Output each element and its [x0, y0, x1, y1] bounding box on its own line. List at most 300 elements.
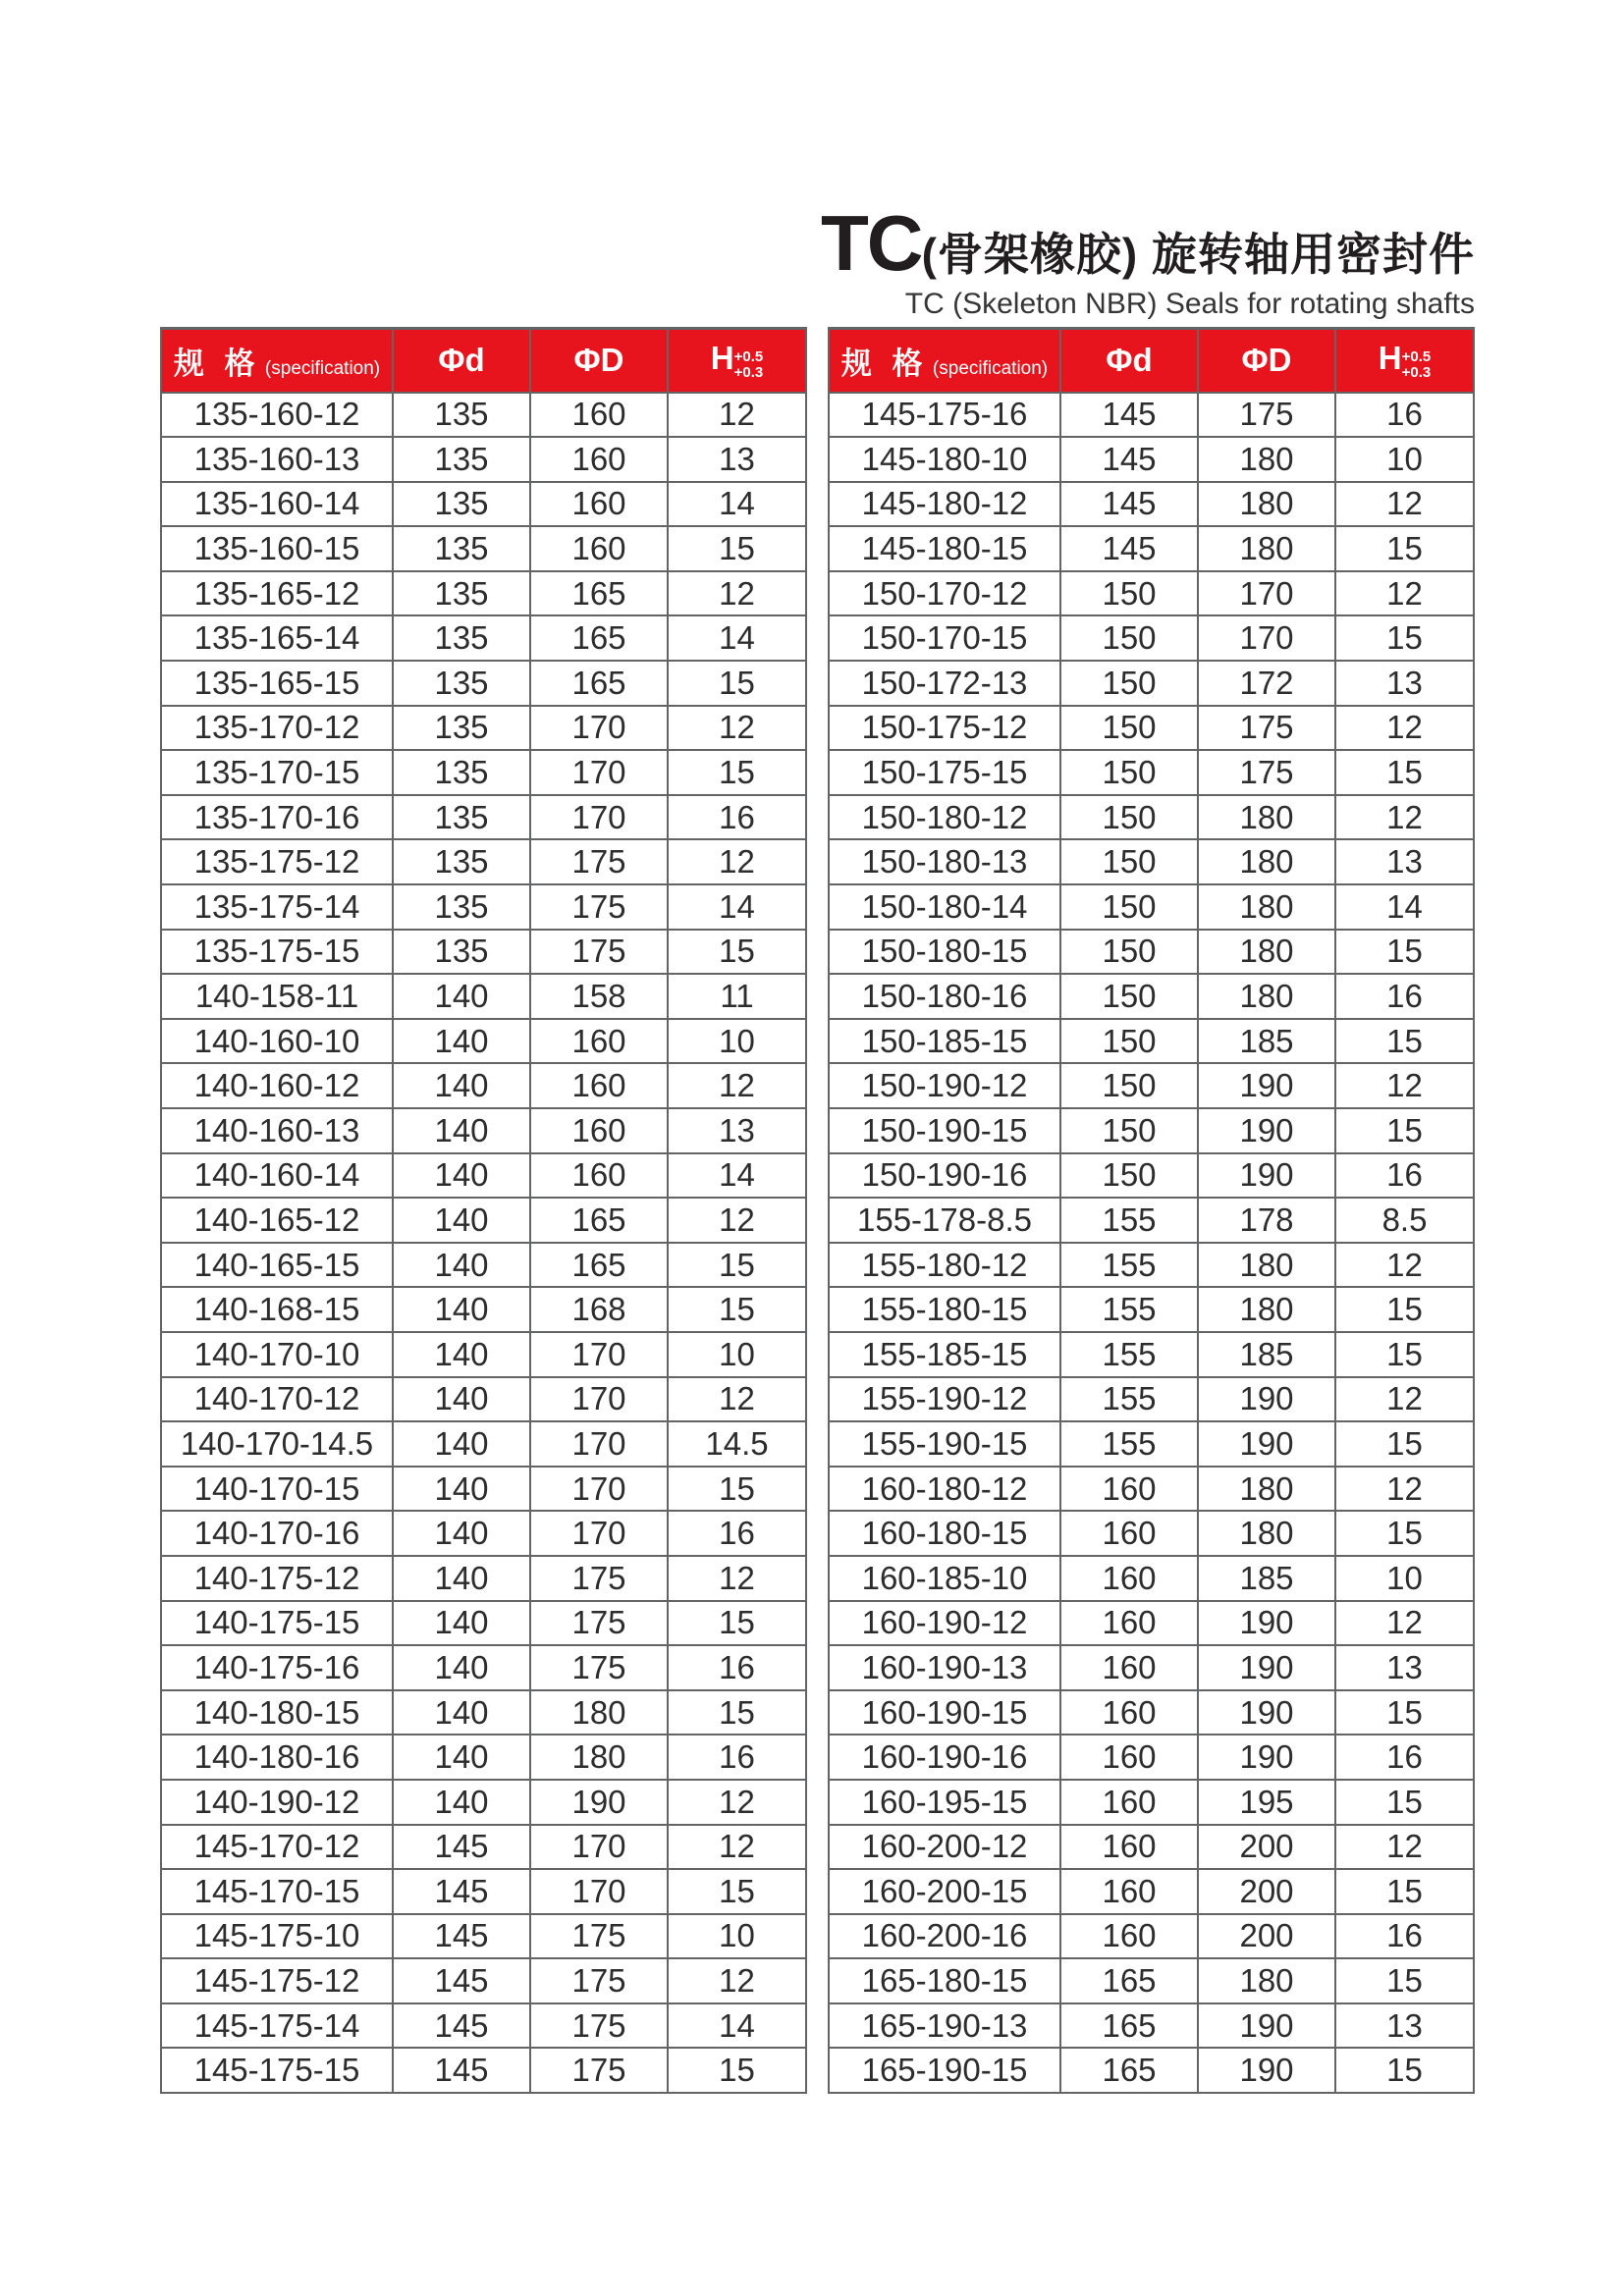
table-row: [829, 750, 1474, 795]
spec-cell: 140-158-11: [161, 974, 393, 1019]
h-cell: 12: [668, 571, 806, 616]
phi-D-cell: 180: [530, 1735, 668, 1780]
phi-D-cell: 158: [530, 974, 668, 1019]
phi-D-column-header: ΦD: [530, 329, 668, 393]
spec-cell: 140-175-12: [161, 1556, 393, 1601]
spec-cell: 155-185-15: [829, 1332, 1060, 1377]
phi-d-cell: 145: [393, 2048, 530, 2093]
phi-D-cell: 170: [530, 1511, 668, 1556]
h-cell: 13: [668, 437, 806, 482]
table-row: [829, 1153, 1474, 1199]
phi-d-cell: 135: [393, 661, 530, 706]
phi-d-cell: 160: [1060, 1690, 1198, 1735]
phi-d-cell: 145: [393, 1825, 530, 1870]
spec-column-header: [161, 329, 393, 393]
phi-D-cell: 175: [530, 1601, 668, 1646]
h-tolerance-lower: +0.3: [1401, 364, 1432, 382]
phi-d-cell: 135: [393, 482, 530, 527]
spec-cell: 150-190-15: [829, 1108, 1060, 1153]
h-cell: 15: [668, 1869, 806, 1914]
spec-cell: 140-170-12: [161, 1377, 393, 1422]
spec-cell: 140-175-16: [161, 1645, 393, 1690]
phi-D-cell: 160: [530, 437, 668, 482]
table-row: [829, 2003, 1474, 2049]
phi-d-cell: 145: [393, 2003, 530, 2049]
h-cell: 16: [668, 1511, 806, 1556]
h-tolerance-stack: [734, 349, 764, 382]
spec-cell: 160-190-16: [829, 1735, 1060, 1780]
spec-cell: 145-180-10: [829, 437, 1060, 482]
phi-D-cell: 180: [1198, 526, 1335, 571]
phi-D-cell: 190: [1198, 1645, 1335, 1690]
table-row: [161, 795, 806, 840]
phi-D-cell: 168: [530, 1287, 668, 1332]
phi-D-cell: 200: [1198, 1869, 1335, 1914]
phi-d-cell: 135: [393, 884, 530, 930]
spec-cell: 145-175-16: [829, 393, 1060, 438]
phi-d-cell: 135: [393, 615, 530, 661]
table-row: [829, 706, 1474, 751]
spec-cell: 145-175-12: [161, 1958, 393, 2003]
spec-cell: 160-200-16: [829, 1914, 1060, 1959]
h-cell: 15: [668, 661, 806, 706]
h-cell: 15: [668, 1690, 806, 1735]
h-cell: 15: [1335, 526, 1474, 571]
h-cell: 13: [1335, 2003, 1474, 2049]
phi-D-cell: 160: [530, 1153, 668, 1199]
spec-cell: 150-180-14: [829, 884, 1060, 930]
table-row: [161, 615, 806, 661]
spec-cell: 155-180-12: [829, 1243, 1060, 1288]
table-row: [161, 1690, 806, 1735]
phi-D-cell: 170: [530, 706, 668, 751]
h-cell: 13: [668, 1108, 806, 1153]
phi-D-cell: 165: [530, 615, 668, 661]
phi-d-cell: 140: [393, 1511, 530, 1556]
phi-d-cell: 150: [1060, 930, 1198, 975]
h-cell: 16: [1335, 1153, 1474, 1199]
phi-d-cell: 135: [393, 795, 530, 840]
spec-header-zh: 规 格: [173, 346, 261, 381]
spec-cell: 135-165-12: [161, 571, 393, 616]
spec-cell: 140-165-15: [161, 1243, 393, 1288]
phi-d-cell: 135: [393, 930, 530, 975]
h-cell: 12: [668, 1825, 806, 1870]
table-row: [829, 1108, 1474, 1153]
phi-d-cell: 140: [393, 1735, 530, 1780]
spec-cell: 135-175-12: [161, 839, 393, 884]
phi-D-cell: 175: [1198, 393, 1335, 438]
h-column-header: [1335, 329, 1474, 393]
phi-d-cell: 140: [393, 1377, 530, 1422]
spec-cell: 145-170-15: [161, 1869, 393, 1914]
table-row: [161, 1243, 806, 1288]
spec-cell: 150-180-12: [829, 795, 1060, 840]
h-cell: 15: [668, 1287, 806, 1332]
table-row: [829, 1690, 1474, 1735]
table-row: [829, 1467, 1474, 1512]
phi-D-cell: 165: [530, 661, 668, 706]
phi-D-cell: 170: [530, 1467, 668, 1512]
h-cell: 15: [1335, 930, 1474, 975]
h-cell: 14: [668, 482, 806, 527]
phi-d-cell: 135: [393, 571, 530, 616]
phi-d-cell: 140: [393, 1332, 530, 1377]
phi-d-cell: 160: [1060, 1556, 1198, 1601]
phi-D-cell: 190: [1198, 1377, 1335, 1422]
table-row: [161, 1511, 806, 1556]
phi-D-cell: 175: [530, 1958, 668, 2003]
table-row: [161, 1914, 806, 1959]
table-row: [829, 1511, 1474, 1556]
h-cell: 15: [668, 2048, 806, 2093]
table-row: [161, 1556, 806, 1601]
spec-cell: 140-180-15: [161, 1690, 393, 1735]
spec-cell: 140-170-14.5: [161, 1421, 393, 1467]
phi-d-cell: 140: [393, 1243, 530, 1288]
table-row: [161, 1958, 806, 2003]
phi-D-cell: 200: [1198, 1825, 1335, 1870]
phi-d-cell: 160: [1060, 1735, 1198, 1780]
phi-d-cell: 145: [393, 1958, 530, 2003]
phi-d-cell: 145: [1060, 526, 1198, 571]
phi-D-cell: 180: [1198, 1467, 1335, 1512]
table-row: [829, 795, 1474, 840]
phi-D-cell: 180: [1198, 839, 1335, 884]
h-cell: 13: [1335, 1645, 1474, 1690]
phi-D-cell: 180: [1198, 437, 1335, 482]
spec-cell: 140-170-15: [161, 1467, 393, 1512]
phi-d-cell: 140: [393, 1467, 530, 1512]
spec-cell: 135-165-15: [161, 661, 393, 706]
spec-cell: 135-175-14: [161, 884, 393, 930]
spec-cell: 145-180-12: [829, 482, 1060, 527]
table-row: [161, 1421, 806, 1467]
table-row: [161, 1735, 806, 1780]
spec-cell: 160-180-12: [829, 1467, 1060, 1512]
table-row: [829, 1019, 1474, 1064]
spec-cell: 140-168-15: [161, 1287, 393, 1332]
phi-D-cell: 180: [1198, 1958, 1335, 2003]
phi-d-cell: 160: [1060, 1825, 1198, 1870]
h-cell: 12: [1335, 1467, 1474, 1512]
table-row: [829, 526, 1474, 571]
phi-D-cell: 180: [1198, 930, 1335, 975]
table-row: [161, 1780, 806, 1825]
phi-D-cell: 170: [530, 1421, 668, 1467]
phi-D-cell: 175: [530, 2003, 668, 2049]
table-row: [161, 1377, 806, 1422]
h-header-label: H: [710, 339, 734, 376]
phi-D-column-header: ΦD: [1198, 329, 1335, 393]
h-cell: 10: [1335, 437, 1474, 482]
phi-D-cell: 160: [530, 1019, 668, 1064]
h-column-header: [668, 329, 806, 393]
phi-D-cell: 175: [530, 2048, 668, 2093]
h-cell: 10: [668, 1914, 806, 1959]
phi-D-cell: 200: [1198, 1914, 1335, 1959]
h-cell: 15: [1335, 1287, 1474, 1332]
spec-cell: 165-190-13: [829, 2003, 1060, 2049]
spec-cell: 160-180-15: [829, 1511, 1060, 1556]
spec-cell: 135-165-14: [161, 615, 393, 661]
phi-D-cell: 170: [530, 1332, 668, 1377]
table-row: [829, 1825, 1474, 1870]
h-cell: 15: [1335, 1511, 1474, 1556]
h-cell: 14: [1335, 884, 1474, 930]
phi-d-cell: 160: [1060, 1601, 1198, 1646]
table-row: [161, 884, 806, 930]
header-row: [161, 329, 806, 393]
spec-cell: 150-180-13: [829, 839, 1060, 884]
phi-D-cell: 170: [530, 1825, 668, 1870]
spec-cell: 160-200-15: [829, 1869, 1060, 1914]
table-row: [161, 1467, 806, 1512]
table-row: [829, 482, 1474, 527]
spec-cell: 145-170-12: [161, 1825, 393, 1870]
page-subtitle: TC (Skeleton NBR) Seals for rotating shafts: [904, 288, 1475, 320]
spec-cell: 150-172-13: [829, 661, 1060, 706]
title-tc-text: TC: [820, 199, 922, 287]
spec-cell: 140-160-10: [161, 1019, 393, 1064]
spec-tables-container: [160, 327, 1475, 2094]
phi-d-cell: 135: [393, 437, 530, 482]
spec-cell: 135-160-12: [161, 393, 393, 438]
phi-D-cell: 170: [530, 1377, 668, 1422]
table-row: [161, 482, 806, 527]
table-row: [829, 1556, 1474, 1601]
h-cell: 15: [668, 930, 806, 975]
h-tolerance-stack: [1402, 349, 1432, 382]
table-row: [161, 2048, 806, 2093]
h-cell: 12: [1335, 706, 1474, 751]
left-table-header: [161, 329, 806, 393]
phi-d-cell: 160: [1060, 1869, 1198, 1914]
table-row: [829, 661, 1474, 706]
phi-d-cell: 150: [1060, 1063, 1198, 1108]
phi-d-cell: 165: [1060, 1958, 1198, 2003]
table-row: [161, 1287, 806, 1332]
phi-D-cell: 160: [530, 393, 668, 438]
phi-d-cell: 155: [1060, 1377, 1198, 1422]
header-row: [829, 329, 1474, 393]
spec-column-header: [829, 329, 1060, 393]
h-cell: 16: [1335, 393, 1474, 438]
h-cell: 14: [668, 615, 806, 661]
phi-D-cell: 175: [530, 930, 668, 975]
spec-header-en: (specification): [932, 357, 1049, 379]
left-table-body: [161, 393, 806, 2094]
spec-cell: 150-190-12: [829, 1063, 1060, 1108]
table-row: [829, 615, 1474, 661]
phi-D-cell: 165: [530, 1243, 668, 1288]
phi-D-cell: 180: [1198, 1243, 1335, 1288]
h-cell: 15: [1335, 750, 1474, 795]
phi-D-cell: 190: [1198, 1421, 1335, 1467]
spec-cell: 135-160-13: [161, 437, 393, 482]
h-cell: 11: [668, 974, 806, 1019]
table-row: [161, 1825, 806, 1870]
spec-cell: 150-190-16: [829, 1153, 1060, 1199]
phi-d-cell: 150: [1060, 839, 1198, 884]
h-cell: 13: [1335, 839, 1474, 884]
phi-d-cell: 150: [1060, 974, 1198, 1019]
phi-d-cell: 145: [393, 1914, 530, 1959]
phi-d-cell: 150: [1060, 1108, 1198, 1153]
title-block: [820, 199, 1475, 321]
phi-d-cell: 145: [1060, 393, 1198, 438]
phi-D-cell: 175: [530, 1556, 668, 1601]
spec-cell: 140-160-13: [161, 1108, 393, 1153]
phi-D-cell: 160: [530, 526, 668, 571]
phi-d-cell: 150: [1060, 615, 1198, 661]
table-row: [829, 1287, 1474, 1332]
h-cell: 10: [668, 1332, 806, 1377]
phi-d-cell: 155: [1060, 1287, 1198, 1332]
phi-D-cell: 170: [530, 750, 668, 795]
spec-cell: 140-170-10: [161, 1332, 393, 1377]
h-cell: 16: [1335, 974, 1474, 1019]
right-table-body: [829, 393, 1474, 2094]
spec-cell: 145-175-15: [161, 2048, 393, 2093]
phi-D-cell: 170: [530, 1869, 668, 1914]
spec-cell: 150-175-15: [829, 750, 1060, 795]
spec-cell: 150-180-16: [829, 974, 1060, 1019]
table-row: [161, 1019, 806, 1064]
phi-d-cell: 135: [393, 393, 530, 438]
h-cell: 12: [1335, 1601, 1474, 1646]
h-cell: 14: [668, 2003, 806, 2049]
spec-cell: 150-170-15: [829, 615, 1060, 661]
phi-D-cell: 180: [1198, 1287, 1335, 1332]
table-row: [161, 1153, 806, 1199]
phi-d-cell: 155: [1060, 1332, 1198, 1377]
phi-D-cell: 170: [1198, 615, 1335, 661]
h-cell: 12: [1335, 795, 1474, 840]
phi-d-column-header: Φd: [1060, 329, 1198, 393]
h-cell: 12: [668, 1556, 806, 1601]
phi-d-cell: 140: [393, 1153, 530, 1199]
spec-cell: 135-170-16: [161, 795, 393, 840]
phi-D-cell: 190: [530, 1780, 668, 1825]
phi-d-cell: 155: [1060, 1421, 1198, 1467]
phi-D-cell: 172: [1198, 661, 1335, 706]
spec-cell: 140-165-12: [161, 1198, 393, 1243]
phi-d-cell: 140: [393, 974, 530, 1019]
h-cell: 8.5: [1335, 1198, 1474, 1243]
title-chinese-text: (骨架橡胶) 旋转轴用密封件: [921, 229, 1475, 280]
phi-D-cell: 180: [1198, 795, 1335, 840]
h-cell: 15: [1335, 1958, 1474, 2003]
table-row: [161, 437, 806, 482]
h-cell: 10: [668, 1019, 806, 1064]
phi-D-cell: 180: [1198, 1511, 1335, 1556]
phi-d-cell: 140: [393, 1063, 530, 1108]
table-row: [161, 571, 806, 616]
spec-cell: 150-170-12: [829, 571, 1060, 616]
table-row: [161, 1198, 806, 1243]
table-row: [829, 1063, 1474, 1108]
phi-D-cell: 170: [1198, 571, 1335, 616]
spec-cell: 140-160-12: [161, 1063, 393, 1108]
h-cell: 10: [1335, 1556, 1474, 1601]
table-row: [829, 1869, 1474, 1914]
phi-d-cell: 160: [1060, 1780, 1198, 1825]
phi-D-cell: 175: [1198, 706, 1335, 751]
table-row: [161, 1601, 806, 1646]
phi-d-cell: 150: [1060, 1153, 1198, 1199]
spec-cell: 140-160-14: [161, 1153, 393, 1199]
table-row: [161, 750, 806, 795]
phi-D-cell: 175: [1198, 750, 1335, 795]
phi-D-cell: 175: [530, 884, 668, 930]
phi-d-cell: 140: [393, 1645, 530, 1690]
phi-D-cell: 190: [1198, 1063, 1335, 1108]
h-header-label: H: [1378, 339, 1402, 376]
phi-d-cell: 160: [1060, 1467, 1198, 1512]
phi-d-cell: 160: [1060, 1645, 1198, 1690]
h-cell: 15: [1335, 615, 1474, 661]
phi-D-cell: 190: [1198, 2048, 1335, 2093]
spec-cell: 140-190-12: [161, 1780, 393, 1825]
h-cell: 15: [1335, 1108, 1474, 1153]
phi-d-cell: 150: [1060, 706, 1198, 751]
spec-cell: 140-180-16: [161, 1735, 393, 1780]
left-spec-table: [160, 327, 807, 2094]
spec-cell: 155-178-8.5: [829, 1198, 1060, 1243]
phi-d-cell: 160: [1060, 1511, 1198, 1556]
phi-d-cell: 140: [393, 1287, 530, 1332]
table-row: [161, 1108, 806, 1153]
spec-cell: 150-175-12: [829, 706, 1060, 751]
phi-D-cell: 190: [1198, 1735, 1335, 1780]
h-cell: 15: [1335, 1421, 1474, 1467]
h-tolerance-lower: +0.3: [733, 364, 764, 382]
spec-header-zh: 规 格: [840, 346, 929, 381]
h-cell: 15: [1335, 1780, 1474, 1825]
spec-cell: 140-170-16: [161, 1511, 393, 1556]
h-cell: 14: [668, 1153, 806, 1199]
h-cell: 15: [668, 750, 806, 795]
phi-D-cell: 190: [1198, 1153, 1335, 1199]
phi-d-cell: 150: [1060, 884, 1198, 930]
h-cell: 12: [1335, 571, 1474, 616]
h-cell: 14: [668, 884, 806, 930]
phi-d-cell: 140: [393, 1690, 530, 1735]
h-cell: 12: [668, 1063, 806, 1108]
phi-D-cell: 190: [1198, 2003, 1335, 2049]
phi-d-cell: 165: [1060, 2003, 1198, 2049]
table-row: [829, 1958, 1474, 2003]
spec-cell: 135-170-12: [161, 706, 393, 751]
h-cell: 12: [1335, 1243, 1474, 1288]
phi-d-cell: 135: [393, 750, 530, 795]
spec-cell: 140-175-15: [161, 1601, 393, 1646]
phi-D-cell: 180: [1198, 884, 1335, 930]
table-row: [829, 437, 1474, 482]
h-cell: 15: [1335, 1869, 1474, 1914]
table-row: [829, 884, 1474, 930]
table-row: [829, 1601, 1474, 1646]
phi-D-cell: 180: [1198, 974, 1335, 1019]
phi-d-cell: 140: [393, 1556, 530, 1601]
h-cell: 16: [668, 1735, 806, 1780]
h-cell: 12: [668, 1377, 806, 1422]
phi-d-cell: 150: [1060, 750, 1198, 795]
spec-cell: 160-190-15: [829, 1690, 1060, 1735]
table-row: [829, 974, 1474, 1019]
phi-d-cell: 165: [1060, 2048, 1198, 2093]
